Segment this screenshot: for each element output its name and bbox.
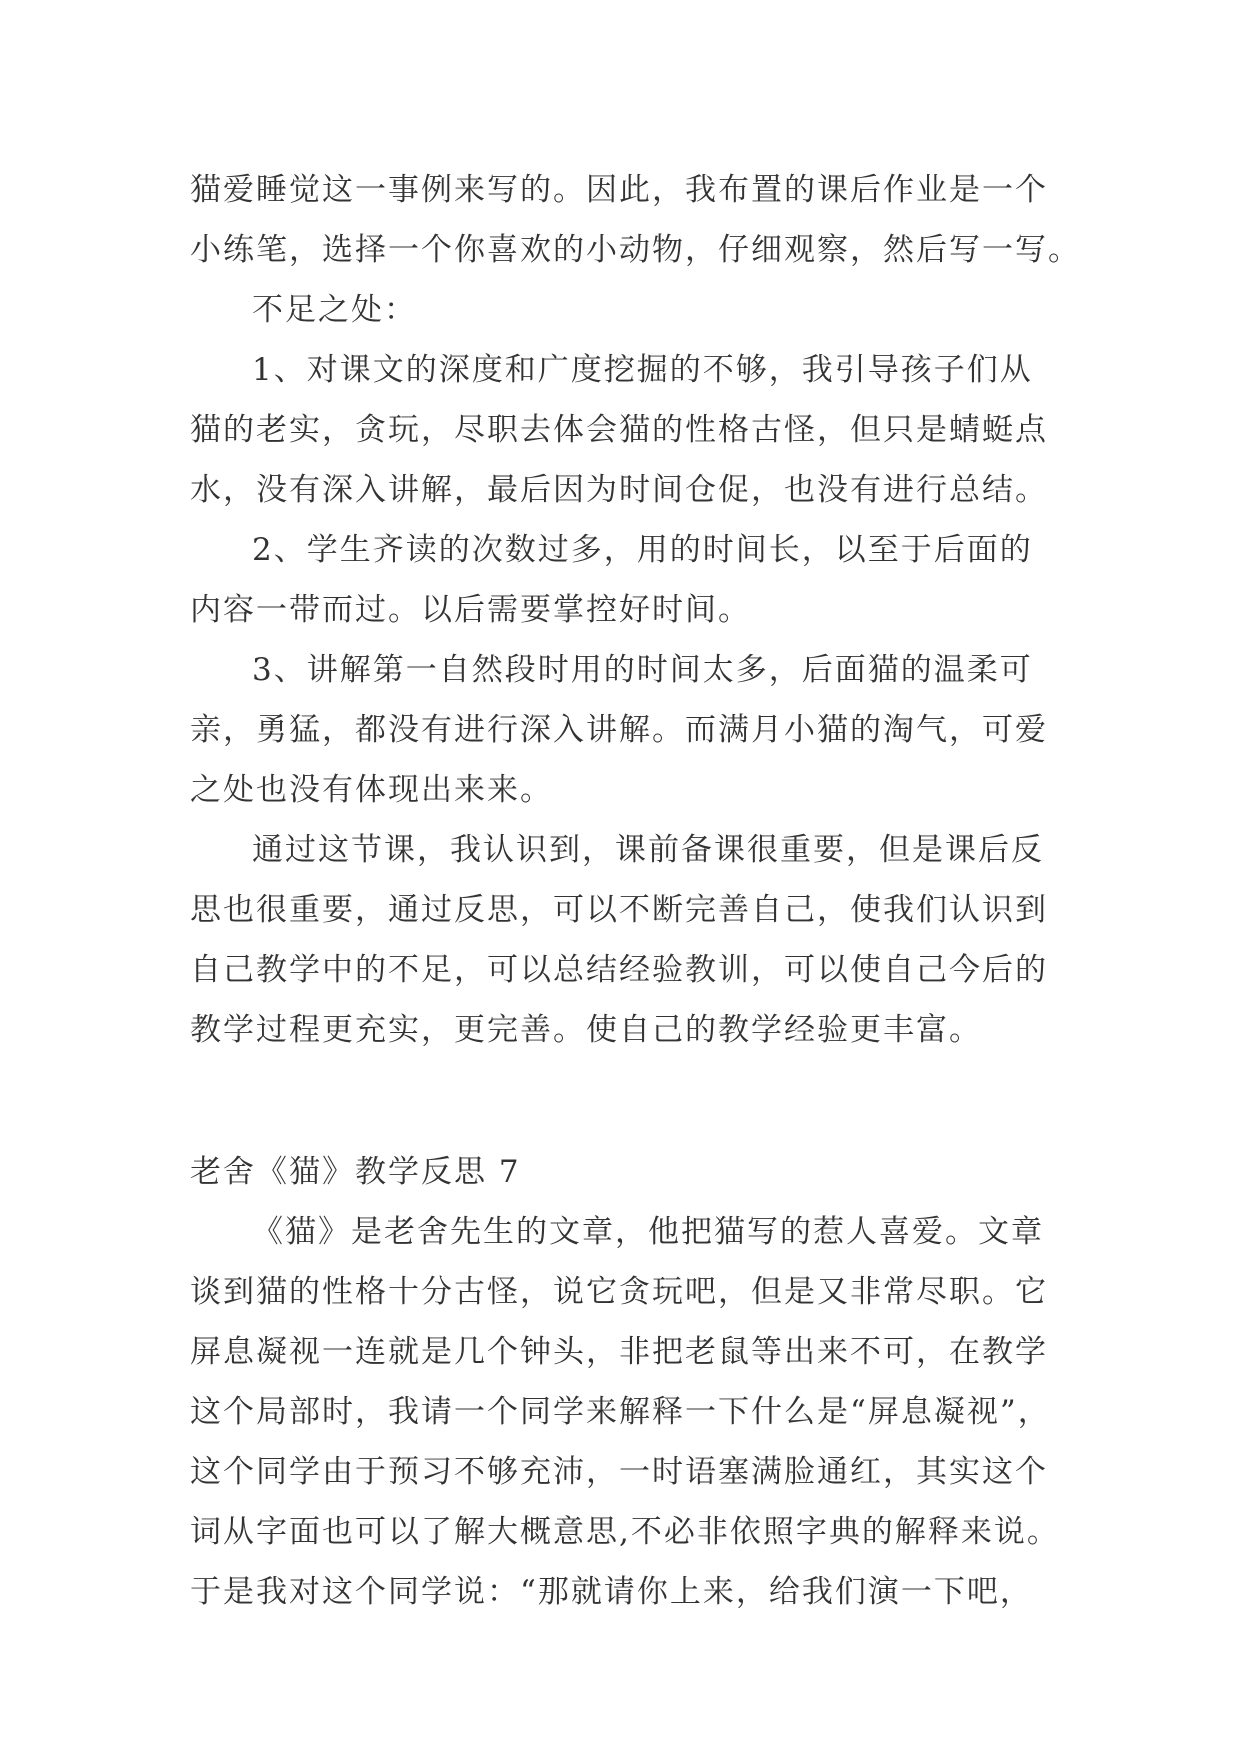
text-line: 屏息凝视一连就是几个钟头，非把老鼠等出来不可，在教学: [190, 1334, 1048, 1370]
subheading-shortcomings: 不足之处：: [252, 292, 417, 328]
section-heading: 老舍《猫》教学反思 7: [190, 1154, 521, 1190]
text-line: 《猫》是老舍先生的文章，他把猫写的惹人喜爱。文章: [252, 1214, 1044, 1250]
section-gap: [190, 1060, 1070, 1142]
text-line: 教学过程更充实，更完善。使自己的教学经验更丰富。: [190, 1012, 982, 1048]
text-line: 猫爱睡觉这一事例来写的。因此，我布置的课后作业是一个: [190, 172, 1048, 208]
text-line: 猫的老实，贪玩，尽职去体会猫的性格古怪，但只是蜻蜓点: [190, 412, 1048, 448]
text-line: 1、对课文的深度和广度挖掘的不够，我引导孩子们从: [252, 352, 1033, 388]
text-line: 这个同学由于预习不够充沛，一时语塞满脸通红，其实这个: [190, 1454, 1048, 1490]
text-line: 3、讲解第一自然段时用的时间太多，后面猫的温柔可: [252, 652, 1033, 688]
text-line: 之处也没有体现出来来。: [190, 772, 553, 808]
text-line: 水，没有深入讲解，最后因为时间仓促，也没有进行总结。: [190, 472, 1048, 508]
text-line: 2、学生齐读的次数过多，用的时间长，以至于后面的: [252, 532, 1033, 568]
text-line: 词从字面也可以了解大概意思,不必非依照字典的解释来说。: [190, 1514, 1060, 1550]
text-line: 谈到猫的性格十分古怪，说它贪玩吧，但是又非常尽职。它: [190, 1274, 1048, 1310]
text-line: 亲，勇猛，都没有进行深入讲解。而满月小猫的淘气，可爱: [190, 712, 1048, 748]
text-line: 思也很重要，通过反思，可以不断完善自己，使我们认识到: [190, 892, 1048, 928]
text-line: 通过这节课，我认识到，课前备课很重要，但是课后反: [252, 832, 1044, 868]
document-body: [190, 160, 1081, 1622]
text-line: 于是我对这个同学说：“那就请你上来，给我们演一下吧，: [190, 1574, 1033, 1610]
text-line: 内容一带而过。以后需要掌控好时间。: [190, 592, 751, 628]
text-line: 自己教学中的不足，可以总结经验教训，可以使自己今后的: [190, 952, 1048, 988]
text-line: 小练笔，选择一个你喜欢的小动物，仔细观察，然后写一写。: [190, 232, 1081, 268]
text-line: 这个局部时，我请一个同学来解释一下什么是“屏息凝视”，: [190, 1394, 1051, 1430]
